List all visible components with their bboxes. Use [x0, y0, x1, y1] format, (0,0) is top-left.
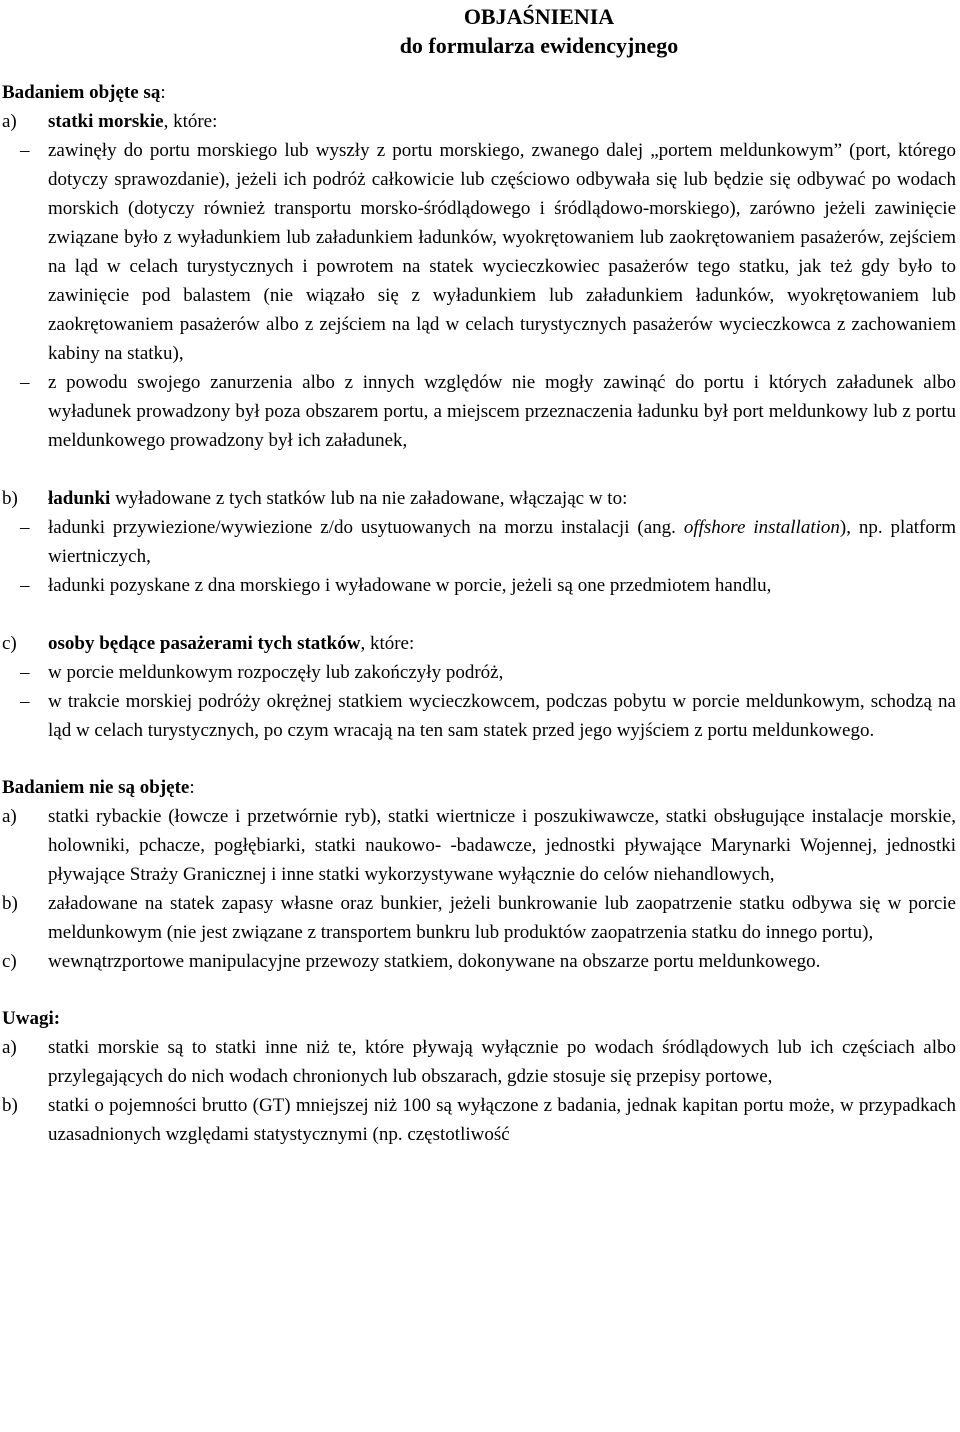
item-text: statki morskie są to statki inne niż te, które pływają wyłącznie po wodach śródlądowych lub ich częściach albo przylegających do nich wodach chronionych lub obszarach, gdzie stosuje się przepisy portowe,: [48, 1037, 956, 1087]
included-a-rest: , które:: [163, 111, 218, 132]
notes-item-a: [2, 1033, 956, 1091]
dash-bullet: –: [20, 662, 30, 683]
excluded-heading-colon: :: [189, 777, 195, 798]
included-c-dash-1: [2, 658, 956, 687]
included-c-bold: osoby będące pasażerami tych statków: [48, 633, 361, 654]
excluded-item-c: [2, 947, 956, 976]
dash-text: ładunki pozyskane z dna morskiego i wyładowane w porcie, jeżeli są one przedmiotem handlu,: [48, 575, 772, 596]
dash-bullet: –: [20, 575, 30, 596]
item-text: wewnątrzportowe manipulacyjne przewozy statkiem, dokonywane na obszarze portu meldunkowego.: [48, 951, 821, 972]
dash-text-pre: ładunki przywiezione/wywiezione z/do usytuowanych na morzu instalacji (ang.: [48, 517, 684, 538]
spacer: [2, 455, 956, 484]
included-item-c: [2, 629, 956, 658]
excluded-heading-bold: Badaniem nie są objęte: [2, 777, 190, 798]
dash-text: z powodu swojego zanurzenia albo z innych względów nie mogły zawinąć do portu i których załadunek albo wyładunek prowadzony był poza obszarem portu, a miejscem przeznaczenia ładunku był port meldunkowy lub z portu meldunkowego prowadzony był ich załadunek,: [48, 372, 956, 451]
dash-text: w porcie meldunkowym rozpoczęły lub zakończyły podróż,: [48, 662, 504, 683]
included-heading-colon: :: [160, 82, 166, 103]
dash-bullet: –: [20, 517, 30, 538]
dash-bullet: –: [20, 372, 30, 393]
item-text: załadowane na statek zapasy własne oraz bunkier, jeżeli bunkrowanie lub zaopatrzenie statku odbywa się w porcie meldunkowym (nie jest związane z transportem bunkru lub produktów zaopatrzenia statku do innego portu),: [48, 893, 956, 943]
included-heading: [2, 78, 956, 107]
excluded-heading: [2, 773, 956, 802]
included-a-bold: statki morskie: [48, 111, 164, 132]
dash-bullet: –: [20, 691, 30, 712]
dash-bullet: –: [20, 140, 30, 161]
included-heading-bold: Badaniem objęte są: [2, 82, 161, 103]
included-a-dash-2: [2, 368, 956, 455]
item-label: a): [2, 111, 17, 132]
included-c-rest: , które:: [360, 633, 415, 654]
included-b-bold: ładunki: [48, 488, 111, 509]
included-c-dash-2: [2, 687, 956, 745]
excluded-item-a: [2, 802, 956, 889]
document-page: [0, 2, 958, 1149]
item-label: a): [2, 1037, 17, 1058]
dash-text: zawinęły do portu morskiego lub wyszły z portu morskiego, zwanego dalej „portem meldunkowym” (port, którego dotyczy sprawozdanie), jeżeli ich podróż całkowicie lub częściowo odbywała się lub będzie się odbywać po wodach morskich (dotyczy również transportu morsko-śródlądowego i śródlądowo-morskiego), zarówno jeżeli zawinięcie związane było z wyładunkiem lub załadunkiem ładunków, wyokrętowaniem lub zaokrętowaniem pasażerów, zejściem na ląd w celach turystycznych i powrotem na statek wycieczkowiec pasażerów tego statku, jak też gdy było to zawinięcie pod balastem (nie wiązało się z wyładunkiem lub załadunkiem ładunków, wyokrętowaniem lub zaokrętowaniem pasażerów albo z zejściem na ląd w celach turystycznych pasażerów wycieczkowca z zachowaniem kabiny na statku),: [48, 140, 956, 364]
item-label: b): [2, 488, 18, 509]
item-label: a): [2, 806, 17, 827]
item-label: c): [2, 633, 17, 654]
included-b-rest: wyładowane z tych statków lub na nie załadowane, włączając w to:: [110, 488, 628, 509]
included-item-a: [2, 107, 956, 136]
included-a-dash-1: [2, 136, 956, 368]
spacer: [2, 600, 956, 629]
included-b-dash-2: [2, 571, 956, 600]
document-title: OBJAŚNIENIA: [463, 4, 615, 29]
notes-heading-text: Uwagi:: [2, 1008, 61, 1029]
included-item-b: [2, 484, 956, 513]
item-label: c): [2, 951, 17, 972]
excluded-item-b: [2, 889, 956, 947]
dash-text-italic: offshore installation: [683, 517, 840, 538]
item-label: b): [2, 893, 18, 914]
item-text: statki rybackie (łowcze i przetwórnie ryb), statki wiertnicze i poszukiwawcze, statki obsługujące instalacje morskie, holowniki, pchacze, pogłębiarki, statki naukowo- -badawcze, jednostki pływające Marynarki Wojennej, jednostki pływające Straży Granicznej i inne statki wykorzystywane wyłącznie do celów niehandlowych,: [48, 806, 956, 885]
item-label: b): [2, 1095, 18, 1116]
document-subtitle: do formularza ewidencyjnego: [399, 33, 679, 58]
notes-item-b: [2, 1091, 956, 1149]
dash-text: w trakcie morskiej podróży okrężnej statkiem wycieczkowcem, podczas pobytu w porcie meldunkowym, schodzą na ląd w celach turystycznych, po czym wracają na ten sam statek przed jego wyjściem z portu meldunkowego.: [48, 691, 956, 741]
item-text: statki o pojemności brutto (GT) mniejszej niż 100 są wyłączone z badania, jednak kapitan portu może, w przypadkach uzasadnionych względami statystycznymi (np. częstotliwość: [48, 1095, 956, 1145]
dash-text-post: ), np. platform wiertniczych,: [48, 517, 956, 567]
notes-heading: [2, 1004, 956, 1033]
included-b-dash-1: [2, 513, 956, 571]
